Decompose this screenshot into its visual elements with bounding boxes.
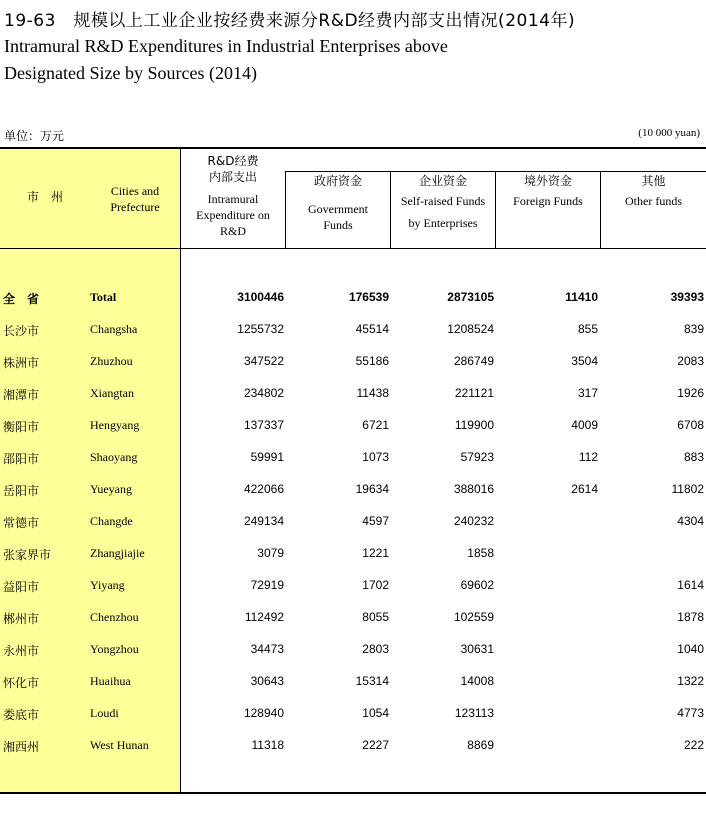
table-bottom-border (0, 792, 706, 794)
header-city-cn: 市 州 (26, 190, 63, 204)
row-city-en: Yongzhou (90, 642, 139, 656)
row-foreign: 2614 (571, 482, 598, 496)
row-total: 3079 (257, 546, 284, 560)
row-enterprise: 102559 (453, 610, 494, 624)
page-title-cn: 19-63 规模以上工业企业按经费来源分R&D经费内部支出情况(2014年) (4, 11, 576, 31)
row-enterprise: 221121 (454, 386, 494, 400)
row-total: 347522 (243, 354, 284, 368)
row-city-en: Shaoyang (90, 450, 138, 464)
row-total: 137337 (243, 418, 284, 432)
table-row (0, 322, 706, 354)
row-other: 39393 (670, 290, 704, 304)
table-row (0, 610, 706, 642)
row-city-cn: 常德市 (3, 516, 40, 530)
header-government: 政府资金 Government Funds (308, 174, 368, 232)
row-enterprise: 2873105 (447, 290, 494, 304)
header-enterprise: 企业资金 Self-raised Funds by Enterprises (400, 174, 486, 230)
row-city-en: Yiyang (90, 578, 125, 592)
row-city-cn: 永州市 (3, 644, 40, 658)
table-row (0, 514, 706, 546)
table-row (0, 418, 706, 450)
page-title-en-line2: Designated Size by Sources (2014) (4, 63, 257, 83)
row-other: 839 (683, 322, 704, 336)
table-row (0, 674, 706, 706)
row-other: 883 (683, 450, 704, 464)
row-government: 4597 (362, 514, 389, 528)
row-enterprise: 8869 (467, 738, 494, 752)
row-city-cn: 岳阳市 (3, 484, 40, 498)
row-total: 112492 (244, 610, 284, 624)
table-row (0, 738, 706, 770)
row-foreign: 855 (577, 322, 598, 336)
row-city-cn: 邵阳市 (3, 452, 40, 466)
row-city-cn: 湘潭市 (3, 388, 40, 402)
row-government: 6721 (362, 418, 389, 432)
row-other: 1878 (677, 610, 704, 624)
table-row-total (0, 290, 706, 322)
table-row (0, 386, 706, 418)
row-government: 1054 (362, 706, 389, 720)
row-total: 30643 (250, 674, 284, 688)
row-total: 234802 (243, 386, 284, 400)
header-city-en: Cities and Prefecture (110, 184, 160, 214)
row-total: 128940 (243, 706, 284, 720)
row-enterprise: 30631 (460, 642, 494, 656)
row-total: 11318 (251, 738, 284, 752)
row-city-cn: 长沙市 (3, 324, 40, 338)
table-row (0, 450, 706, 482)
row-other: 1614 (677, 578, 704, 592)
table-row (0, 354, 706, 386)
row-government: 2227 (362, 738, 389, 752)
row-foreign: 317 (577, 386, 598, 400)
row-other: 1926 (677, 386, 704, 400)
row-city-en: Changsha (90, 322, 138, 336)
row-total: 1255732 (237, 322, 284, 336)
row-government: 8055 (362, 610, 389, 624)
row-total: 422066 (243, 482, 284, 496)
row-enterprise: 240232 (453, 514, 494, 528)
row-enterprise: 123113 (454, 706, 494, 720)
row-city-cn: 衡阳市 (3, 420, 40, 434)
row-city-en: Yueyang (90, 482, 132, 496)
row-enterprise: 388016 (453, 482, 494, 496)
row-city-en: Zhangjiajie (90, 546, 145, 560)
unit-label-cn: 单位：万元 (4, 129, 65, 143)
row-city-cn: 娄底市 (3, 708, 40, 722)
row-other: 1040 (677, 642, 704, 656)
row-total: 34473 (250, 642, 284, 656)
row-government: 2803 (362, 642, 389, 656)
row-city-cn: 怀化市 (3, 676, 40, 690)
row-government: 19634 (355, 482, 389, 496)
data-table (0, 147, 706, 794)
row-total: 59991 (250, 450, 284, 464)
row-other: 1322 (677, 674, 704, 688)
row-enterprise: 69602 (460, 578, 494, 592)
row-city-cn: 张家界市 (3, 548, 52, 562)
row-city-cn: 益阳市 (3, 580, 40, 594)
row-enterprise: 1208524 (447, 322, 494, 336)
row-other: 222 (683, 738, 704, 752)
row-foreign: 4009 (571, 418, 598, 432)
row-city-cn: 全 省 (3, 292, 40, 306)
row-city-cn: 湘西州 (3, 740, 40, 754)
row-total: 3100446 (237, 290, 284, 304)
row-government: 45514 (355, 322, 389, 336)
row-city-en: West Hunan (90, 738, 149, 752)
row-total: 72919 (250, 578, 284, 592)
row-government: 1702 (362, 578, 389, 592)
row-foreign: 11410 (565, 290, 598, 304)
row-enterprise: 1858 (467, 546, 494, 560)
row-foreign: 3504 (571, 354, 598, 368)
row-other: 2083 (677, 354, 704, 368)
row-enterprise: 286749 (453, 354, 494, 368)
row-other: 6708 (677, 418, 704, 432)
unit-label-en: (10 000 yuan) (638, 127, 700, 139)
header-foreign: 境外资金 Foreign Funds (513, 174, 583, 208)
header-bottom-border (0, 248, 706, 249)
row-other: 11802 (671, 482, 704, 496)
row-other: 4304 (677, 514, 704, 528)
row-government: 15314 (355, 674, 389, 688)
row-city-en: Xiangtan (90, 386, 134, 400)
table-top-border (0, 147, 706, 149)
row-city-cn: 郴州市 (3, 612, 40, 626)
row-government: 11438 (356, 386, 389, 400)
row-city-en: Total (90, 290, 117, 304)
row-city-en: Huaihua (90, 674, 131, 688)
row-government: 55186 (355, 354, 389, 368)
row-city-en: Zhuzhou (90, 354, 133, 368)
row-enterprise: 57923 (460, 450, 494, 464)
row-city-en: Loudi (90, 706, 119, 720)
table-row (0, 482, 706, 514)
table-row (0, 578, 706, 610)
row-other: 4773 (677, 706, 704, 720)
row-city-cn: 株洲市 (3, 356, 40, 370)
row-government: 176539 (348, 290, 389, 304)
row-enterprise: 14008 (460, 674, 494, 688)
page-title-en-line1: Intramural R&D Expenditures in Industrial Enterprises above (4, 36, 448, 56)
table-row (0, 642, 706, 674)
row-city-en: Chenzhou (90, 610, 139, 624)
table-row (0, 706, 706, 738)
header-subline (285, 171, 706, 172)
table-row (0, 546, 706, 578)
row-government: 1073 (362, 450, 389, 464)
row-city-en: Hengyang (90, 418, 140, 432)
row-city-en: Changde (90, 514, 133, 528)
row-enterprise: 119900 (454, 418, 494, 432)
row-government: 1221 (362, 546, 389, 560)
header-total: R&D经费 内部支出 Intramural Expenditure on R&D (196, 154, 270, 238)
row-total: 249134 (243, 514, 284, 528)
row-foreign: 112 (578, 450, 598, 464)
header-other: 其他 Other funds (625, 174, 682, 208)
